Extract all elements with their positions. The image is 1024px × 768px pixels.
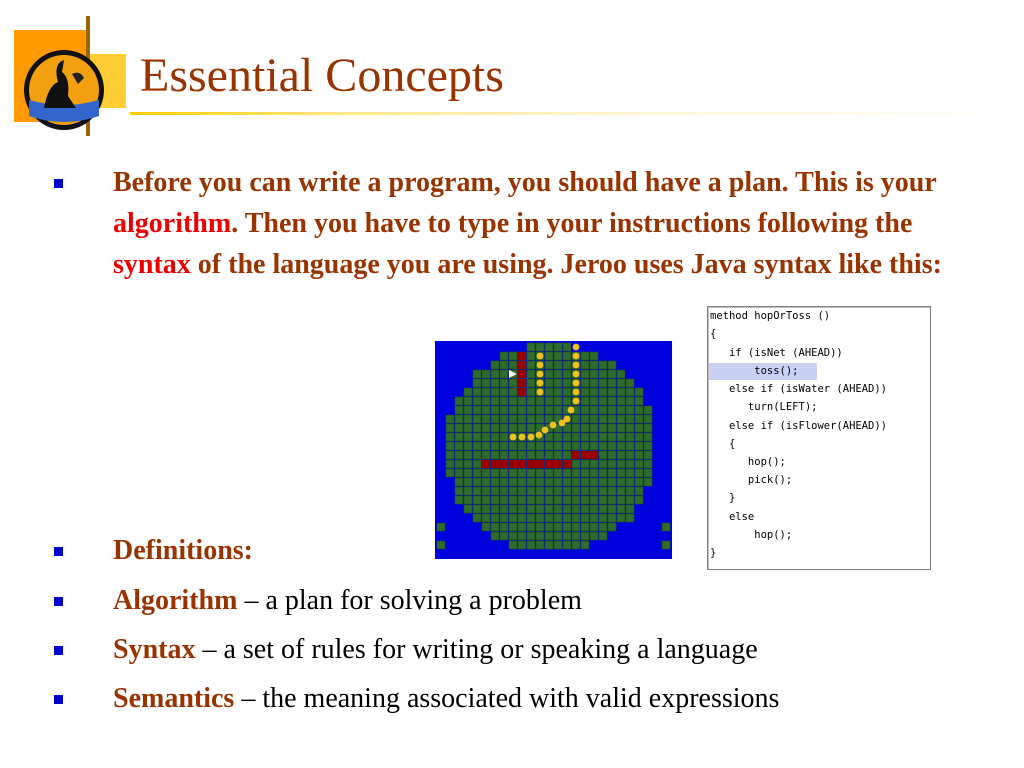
bullet-icon: [54, 597, 63, 606]
code-line: else if (isFlower(AHEAD)): [710, 420, 888, 432]
code-line: {: [710, 328, 717, 340]
code-line: hop();: [710, 456, 786, 468]
intro-text-2: . Then you have to type in your instructions following the: [231, 208, 913, 239]
code-line: }: [710, 547, 717, 559]
definition-desc: – the meaning associated with valid expressions: [234, 683, 780, 714]
definition-term: Algorithm: [113, 585, 238, 616]
code-line: pick();: [710, 474, 793, 486]
definition-term: Syntax: [113, 634, 196, 665]
definition-term: Semantics: [113, 683, 235, 714]
code-line: }: [710, 492, 736, 504]
code-line: else: [710, 511, 755, 523]
definition-item: [113, 580, 582, 621]
definition-desc: – a plan for solving a problem: [237, 585, 582, 616]
definition-item: [113, 629, 758, 670]
intro-text-3: of the language you are using. Jeroo uses Java syntax like this:: [190, 249, 942, 280]
keyword-algorithm: algorithm: [113, 208, 232, 239]
intro-paragraph: [113, 162, 953, 285]
definitions-heading: Definitions:: [113, 535, 253, 566]
definition-item: [113, 678, 779, 719]
intro-text-1: Before you can write a program, you should have a plan. This is your: [113, 167, 937, 198]
jeroo-island-map: [435, 341, 672, 559]
code-line: {: [710, 438, 736, 450]
definition-desc: – a set of rules for writing or speaking a language: [195, 634, 758, 665]
code-line: turn(LEFT);: [710, 401, 818, 413]
code-line: hop();: [710, 529, 793, 541]
bullet-icon: [54, 179, 63, 188]
kangaroo-logo-icon: [14, 16, 134, 136]
code-line: else if (isWater (AHEAD)): [710, 383, 888, 395]
code-line: if (isNet (AHEAD)): [710, 347, 843, 359]
page-title: Essential Concepts: [140, 49, 504, 102]
bullet-icon: [54, 646, 63, 655]
bullet-icon: [54, 695, 63, 704]
title-underline: [130, 112, 1024, 115]
bullet-icon: [54, 547, 63, 556]
keyword-syntax: syntax: [113, 249, 191, 280]
code-line: toss();: [710, 365, 799, 377]
code-line: method hopOrToss (): [710, 310, 831, 322]
code-listing: [707, 306, 931, 570]
